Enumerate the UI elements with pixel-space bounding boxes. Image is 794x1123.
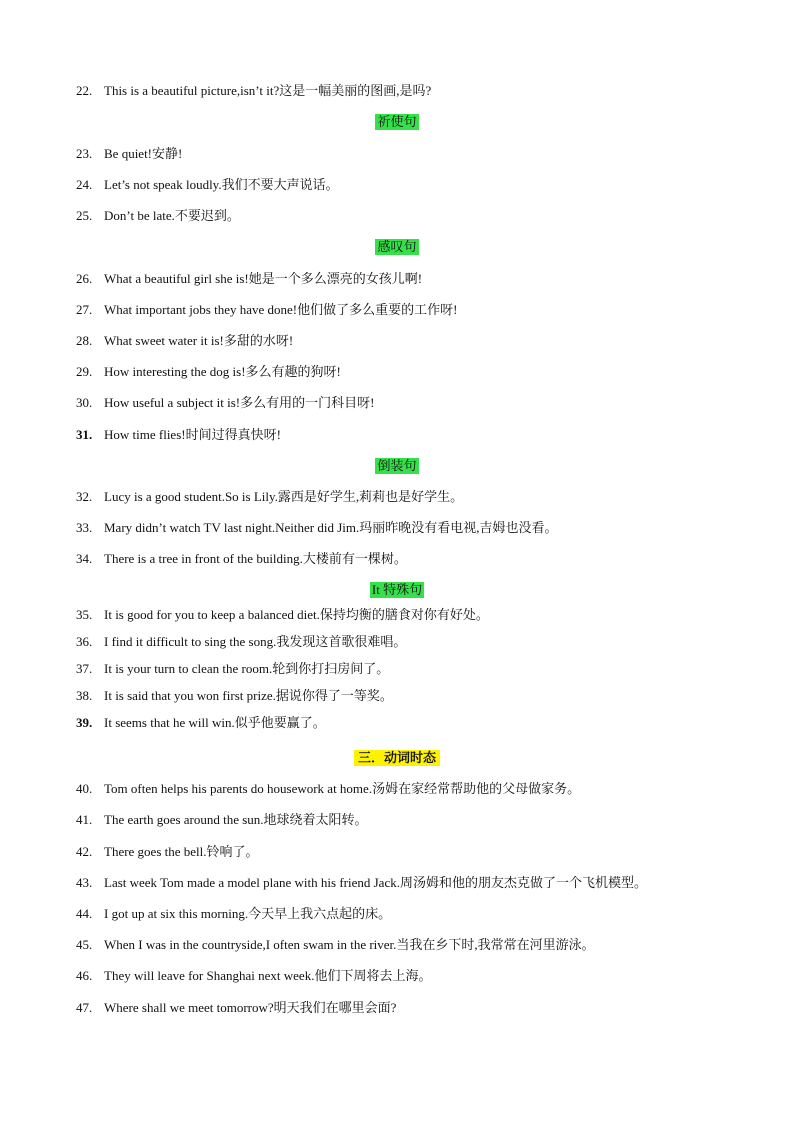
item-number: 44. xyxy=(76,906,93,921)
section-heading xyxy=(0,750,794,766)
item-number: 23. xyxy=(76,146,93,161)
item-number: 39. xyxy=(76,715,93,730)
item-text: Where shall we meet tomorrow?明天我们在哪里会面? xyxy=(104,1000,397,1015)
section-heading xyxy=(0,582,794,598)
section-heading xyxy=(0,114,794,130)
item-number: 32. xyxy=(76,489,93,504)
item-text: How useful a subject it is!多么有用的一门科目呀! xyxy=(104,395,375,410)
item-number: 47. xyxy=(76,1000,93,1015)
item-number: 28. xyxy=(76,333,93,348)
section-heading xyxy=(0,239,794,255)
item-text: What sweet water it is!多甜的水呀! xyxy=(104,333,294,348)
item-number: 30. xyxy=(76,395,93,410)
item-number: 38. xyxy=(76,688,93,703)
item-text: What important jobs they have done!他们做了多么重要的工作呀! xyxy=(104,302,458,317)
item-text: This is a beautiful picture,isn’t it?这是一幅美丽的图画,是吗? xyxy=(104,83,432,98)
item-number: 43. xyxy=(76,875,93,890)
item-text: It seems that he will win.似乎他要赢了。 xyxy=(104,715,326,730)
item-number: 34. xyxy=(76,551,93,566)
item-text: There goes the bell.铃响了。 xyxy=(104,844,259,859)
item-number: 25. xyxy=(76,208,93,223)
item-text: Be quiet!安静! xyxy=(104,146,183,161)
item-number: 41. xyxy=(76,812,93,827)
item-text: It is good for you to keep a balanced diet.保持均衡的膳食对你有好处。 xyxy=(104,607,489,622)
section-heading-label: 祈使句 xyxy=(377,114,417,129)
item-text: The earth goes around the sun.地球绕着太阳转。 xyxy=(104,812,368,827)
item-text: It is said that you won first prize.据说你得了一等奖。 xyxy=(104,688,393,703)
item-number: 26. xyxy=(76,271,93,286)
item-text: How time flies!时间过得真快呀! xyxy=(104,427,281,442)
item-text: When I was in the countryside,I often swam in the river.当我在乡下时,我常常在河里游泳。 xyxy=(104,937,595,952)
item-text: I find it difficult to sing the song.我发现这首歌很难唱。 xyxy=(104,634,407,649)
item-number: 22. xyxy=(76,83,93,98)
item-number: 42. xyxy=(76,844,93,859)
item-number: 31. xyxy=(76,427,93,442)
item-number: 35. xyxy=(76,607,93,622)
item-text: Mary didn’t watch TV last night.Neither did Jim.玛丽昨晚没有看电视,吉姆也没看。 xyxy=(104,520,558,535)
item-number: 33. xyxy=(76,520,93,535)
section-heading-label: It 特殊句 xyxy=(371,582,423,597)
section-heading-label: 感叹句 xyxy=(377,239,417,254)
item-text: Last week Tom made a model plane with his friend Jack.周汤姆和他的朋友杰克做了一个飞机模型。 xyxy=(104,875,647,890)
item-text: What a beautiful girl she is!她是一个多么漂亮的女孩儿啊! xyxy=(104,271,423,286)
item-number: 46. xyxy=(76,968,93,983)
item-number: 24. xyxy=(76,177,93,192)
item-text: Tom often helps his parents do housework at home.汤姆在家经常帮助他的父母做家务。 xyxy=(104,781,581,796)
item-text: They will leave for Shanghai next week.他们下周将去上海。 xyxy=(104,968,432,983)
item-number: 45. xyxy=(76,937,93,952)
item-text: Let’s not speak loudly.我们不要大声说话。 xyxy=(104,177,339,192)
section-heading xyxy=(0,458,794,474)
item-text: How interesting the dog is!多么有趣的狗呀! xyxy=(104,364,341,379)
item-text: It is your turn to clean the room.轮到你打扫房间了。 xyxy=(104,661,390,676)
section-heading-label: 倒装句 xyxy=(377,458,417,473)
item-number: 27. xyxy=(76,302,93,317)
item-number: 37. xyxy=(76,661,93,676)
item-number: 36. xyxy=(76,634,93,649)
item-text: I got up at six this morning.今天早上我六点起的床。 xyxy=(104,906,392,921)
item-number: 29. xyxy=(76,364,93,379)
section-heading-label: 三．动词时态 xyxy=(354,750,440,766)
item-text: Don’t be late.不要迟到。 xyxy=(104,208,240,223)
item-text: There is a tree in front of the building.大楼前有一棵树。 xyxy=(104,551,407,566)
item-number: 40. xyxy=(76,781,93,796)
item-text: Lucy is a good student.So is Lily.露西是好学生,莉莉也是好学生。 xyxy=(104,489,464,504)
